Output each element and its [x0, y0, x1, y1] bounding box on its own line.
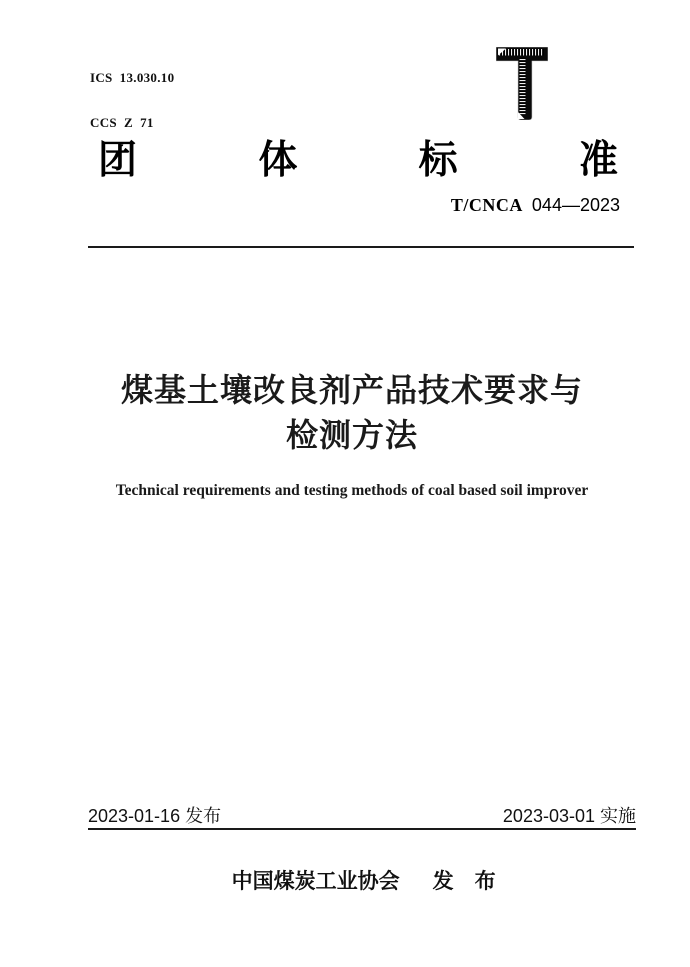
- title-zone: [57, 368, 647, 500]
- standard-code-number: 044—2023: [531, 195, 620, 215]
- document-title-line2: 检测方法: [285, 417, 418, 453]
- standard-type-char: 团: [98, 139, 138, 182]
- implement-date-label: 实施: [600, 806, 636, 826]
- issue-date-label: 发布: [185, 806, 222, 826]
- publisher-name: 中国煤炭工业协会: [231, 870, 400, 893]
- implement-date: 2023-03-01: [502, 806, 595, 826]
- standard-type-char: 标: [418, 139, 458, 182]
- standard-code: [451, 194, 620, 216]
- implement-date-item: [503, 806, 636, 827]
- footer-divider: [88, 828, 636, 830]
- issue-date: 2023-01-16: [88, 806, 181, 826]
- publish-label: 发 布: [432, 870, 496, 893]
- publisher-row: [57, 843, 647, 921]
- ccs-code: CCS Z 71: [90, 115, 154, 130]
- header-divider: [88, 246, 634, 248]
- standard-type-heading: [98, 140, 618, 182]
- ics-code: ICS 13.030.10: [90, 70, 175, 85]
- standard-code-prefix: T/CNCA: [450, 195, 523, 215]
- issue-date-item: [88, 806, 221, 827]
- standard-type-char: 体: [258, 139, 298, 182]
- standard-type-char: 准: [578, 139, 618, 182]
- document-title-line1: 煤基土壤改良剂产品技术要求与: [120, 372, 583, 408]
- dates-row: [88, 806, 636, 827]
- document-title-english: Technical requirements and testing methods of coal based soil improver: [115, 482, 589, 499]
- group-standard-t-logo-icon: [496, 47, 548, 120]
